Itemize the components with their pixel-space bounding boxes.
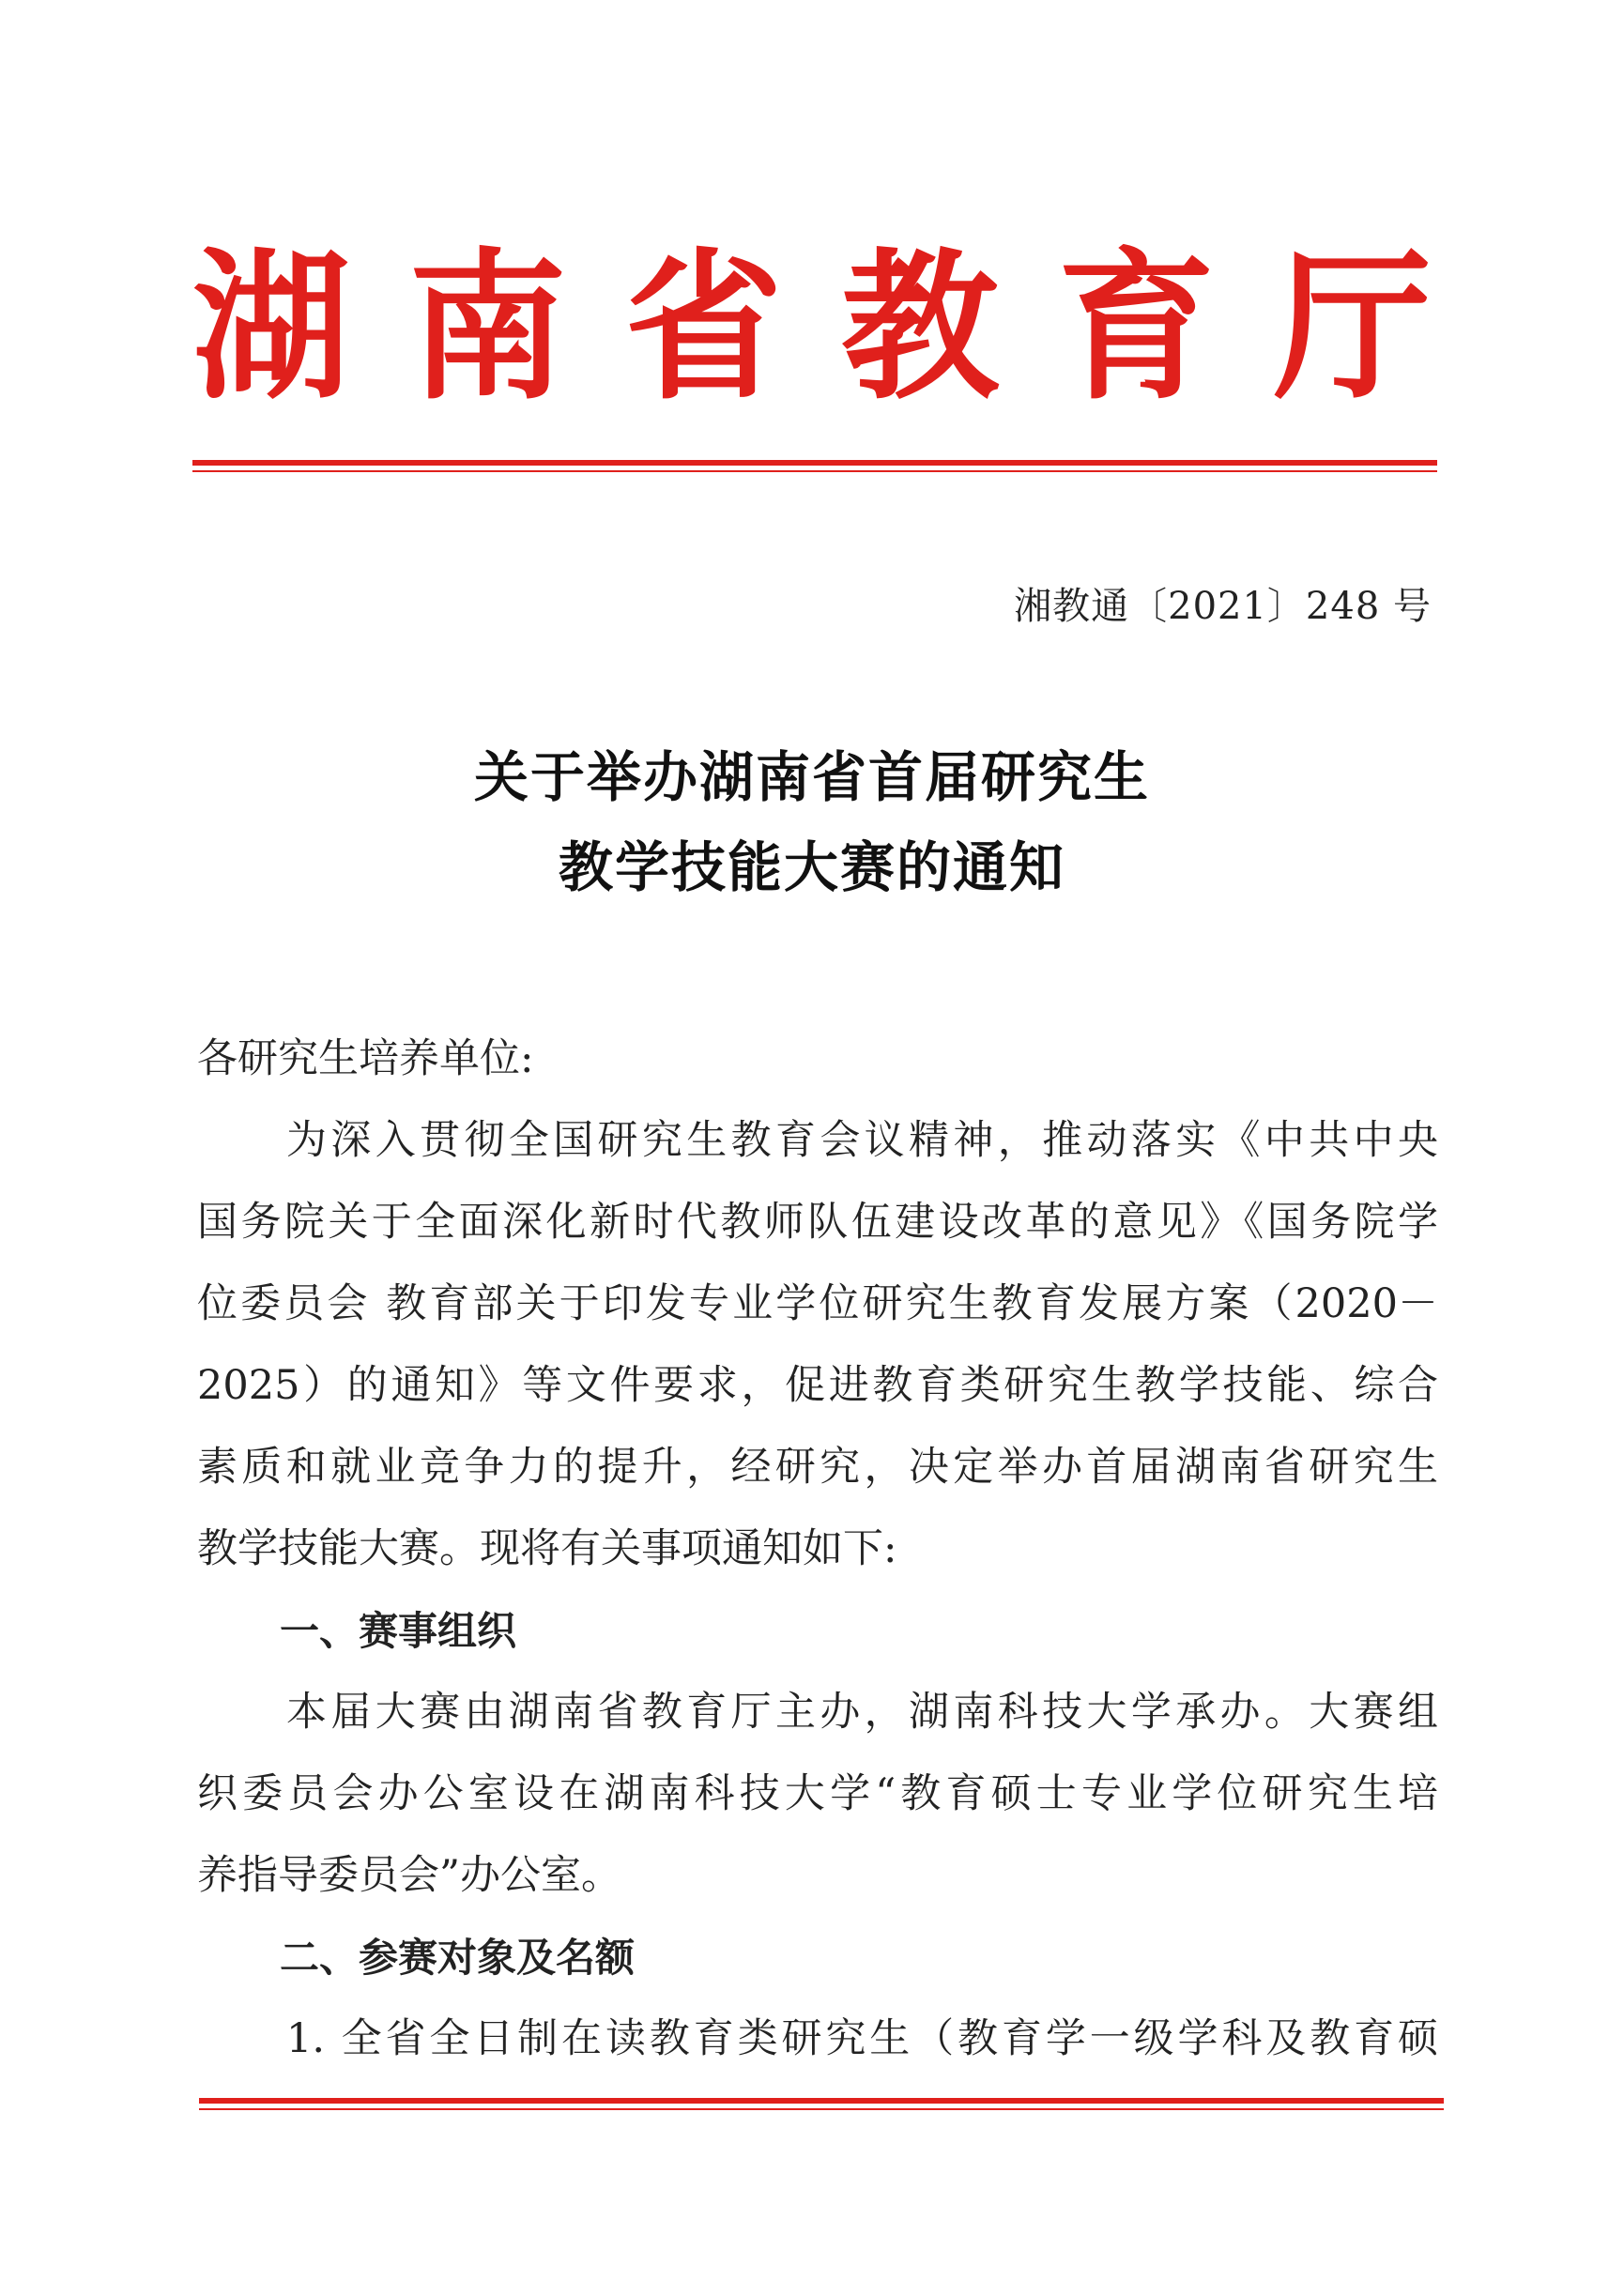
- paragraph-line: 国务院关于全面深化新时代教师队伍建设改革的意见》《国务院学: [197, 1199, 1438, 1246]
- paragraph-line: 养指导委员会”办公室。: [197, 1852, 621, 1899]
- paragraph-line: 织委员会办公室设在湖南科技大学“教育硕士专业学位研究生培: [197, 1770, 1438, 1817]
- paragraph-line: 教学技能大赛。现将有关事项通知如下:: [197, 1525, 897, 1572]
- paragraph-line: 为深入贯彻全国研究生教育会议精神，推动落实《中共中央: [286, 1117, 1438, 1164]
- masthead-char: 育: [1057, 234, 1216, 421]
- masthead-char: 湖: [192, 234, 350, 421]
- paragraph-line: 2025）的通知》等文件要求，促进教育类研究生教学技能、综合: [197, 1362, 1438, 1409]
- paragraph-line: 位委员会 教育部关于印发专业学位研究生教育发展方案（2020－: [197, 1280, 1438, 1327]
- paragraph-line: 1. 全省全日制在读教育类研究生（教育学一级学科及教育硕: [286, 2015, 1438, 2062]
- title-line-1: 关于举办湖南省首届研究生: [473, 745, 1150, 809]
- section-heading: 二、参赛对象及名额: [280, 1935, 636, 1981]
- document-body: [197, 1018, 1438, 2080]
- salutation: 各研究生培养单位:: [197, 1035, 534, 1082]
- document-title: [0, 732, 1624, 912]
- masthead-char: 省: [624, 234, 783, 421]
- section-heading: 一、赛事组织: [280, 1608, 517, 1654]
- red-divider-top: [192, 460, 1437, 472]
- red-divider-bottom: [199, 2098, 1444, 2110]
- masthead-char: 厅: [1273, 234, 1432, 421]
- title-line-2: 教学技能大赛的通知: [558, 835, 1065, 899]
- document-number: 湘教通〔2021〕248 号: [1014, 585, 1432, 628]
- masthead-char: 教: [841, 234, 1000, 421]
- masthead: [192, 234, 1432, 421]
- paragraph-line: 素质和就业竞争力的提升，经研究，决定举办首届湖南省研究生: [197, 1444, 1438, 1491]
- masthead-char: 南: [408, 234, 567, 421]
- paragraph-line: 本届大赛由湖南省教育厅主办，湖南科技大学承办。大赛组: [286, 1689, 1438, 1736]
